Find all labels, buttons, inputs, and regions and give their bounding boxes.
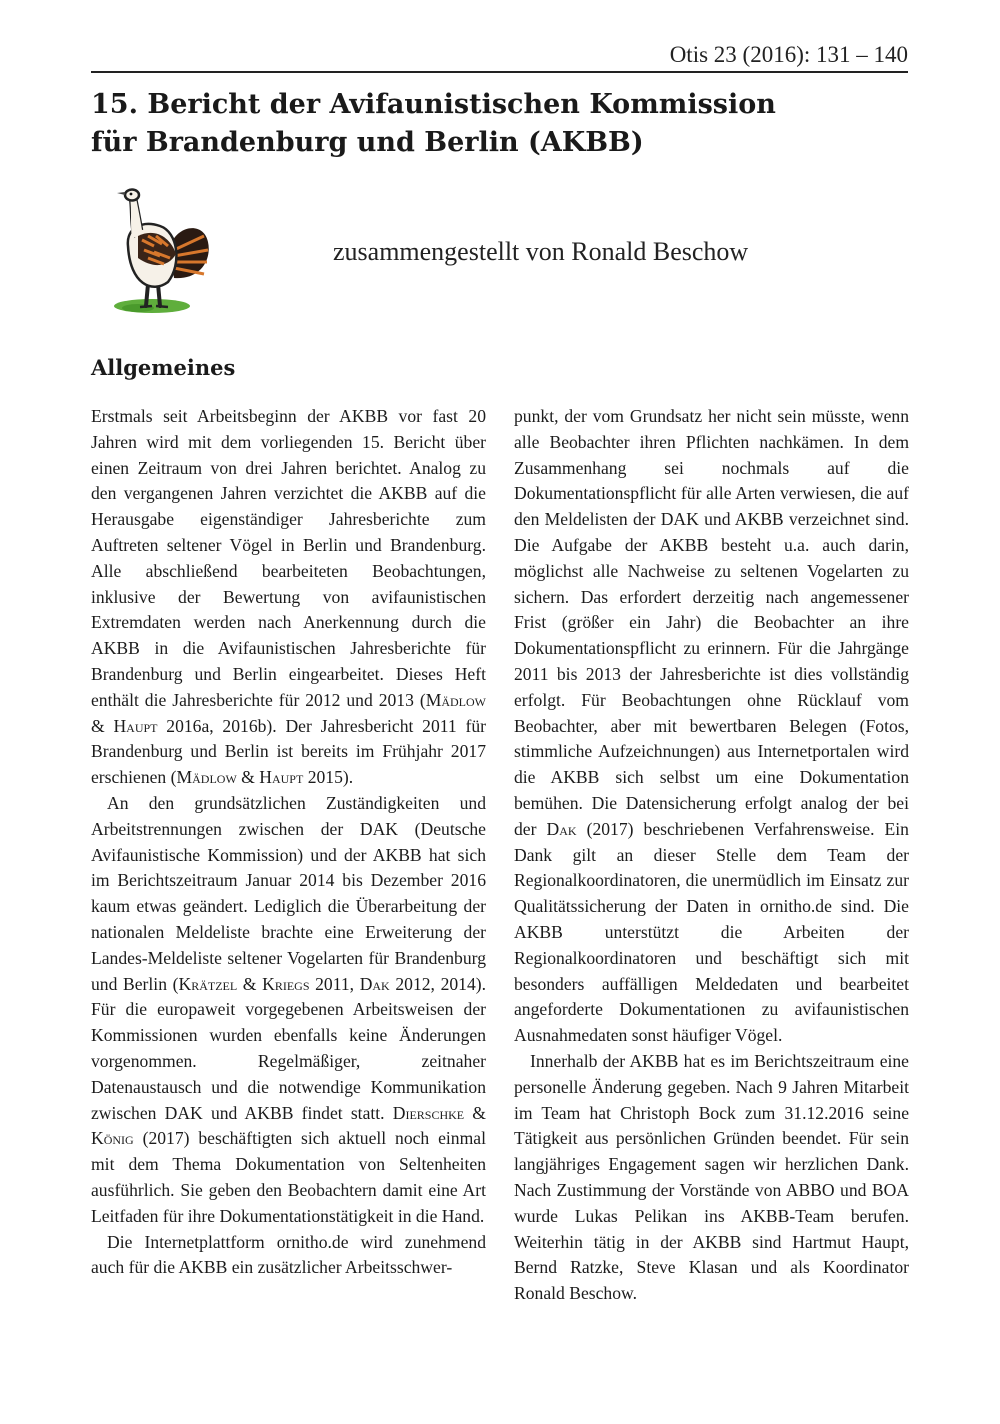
citation-authors: Mädlow & Haupt <box>91 689 486 736</box>
citation-authors: Mädlow & Haupt <box>176 767 304 788</box>
paragraph-3-continued <box>514 404 909 1049</box>
paragraph-2 <box>91 791 486 1230</box>
text-column-left <box>91 404 486 1281</box>
text-column-right <box>514 404 909 1307</box>
paragraph-text: Die Internetplattform ornitho.de wird zunehmend auch für die AKBB ein zusätzlicher Arbeitsschwer- <box>91 1231 486 1278</box>
great-bustard-icon <box>108 184 218 320</box>
paragraph-4: Innerhalb der AKBB hat es im Berichtszeitraum eine personelle Änderung gegeben. Nach 9 Jahren Mitarbeit im Team hat Christoph Bock zum 31.12.2016 seine Tätigkeit aus persönlichen Gründen beendet. Für sein langjähriges Engagement sagen wir herzlichen Dank. Nach Zustimmung der Vorstände von ABBO und BOA wurde Lukas Pelikan ins AKBB-Team berufen. Weiterhin tätig in der AKBB sind Hartmut Haupt, Bernd Ratzke, Steve Klasan und als Koordinator Ronald Beschow. <box>514 1050 909 1304</box>
paragraph-text: 2016a, 2016b). Der Jahresbericht 2011 für Brandenburg und Berlin ist bereits im Frühjahr 2017 erschienen ( <box>91 715 487 788</box>
title-line-1: 15. Bericht der Avifaunistischen Kommission <box>91 89 776 120</box>
paragraph-text: 2012, 2014). Für die europaweit vorgegebenen Arbeitsweisen der Kommissionen wurden ebenfalls keine Änderungen vorgenommen. Regelmäßiger, zeitnaher Datenaustausch und die notwendige Kommunikation zwischen DAK und AKBB findet statt. <box>91 973 487 1123</box>
paragraph-text: punkt, der vom Grundsatz her nicht sein müsste, wenn alle Beobachter ihren Pflichten nachkämen. In dem Zusammenhang sei nochmals auf die Dokumentationspflicht für alle Arten verwiesen, die auf den Meldelisten der DAK und AKBB verzeichnet sind. Die Aufgabe der AKBB besteht u.a. auch darin, möglichst alle Nachweise zu seltenen Vogelarten zu sichern. Das erfordert derzeitig nach angemessener Frist (größer ein Jahr) die Beobachter an ihre Dokumentationspflicht zu erinnern. Für die Jahrgänge 2011 bis 2013 der Jahresberichte ist dies vollständig erfolgt. Für Beobachtungen ohne Rücklauf vom Beobachter, aber mit bewertbaren Belegen (Fotos, stimmliche Aufzeichnungen) aus Internetportalen wird die AKBB sich selbst um eine Dokumentation bemühen. Die Datensicherung erfolgt analog der bei der <box>514 406 909 839</box>
citation-authors: Dierschke & König <box>91 1102 486 1149</box>
section-heading: Allgemeines <box>91 355 236 380</box>
paragraph-3-start <box>91 1230 486 1282</box>
paragraph-text: (2017) beschriebenen Verfahrensweise. Ein Dank gilt an dieser Stelle dem Team der Regionalkoordinatoren, die unermüdlich im Einsatz zur Qualitätssicherung der Daten in ornitho.de sind. Die AKBB unterstützt die Arbeiten der Regionalkoordinatoren und beschäftigt sich mit besonders auffälligen Meldedaten und bearbeitet angeforderte Dokumentationen zu avifaunistischen Ausnahmedaten sonst häufiger Vögel. <box>514 818 909 1046</box>
paragraph-1 <box>91 404 486 791</box>
citation-authors: Dak <box>359 973 390 994</box>
header-rule <box>91 71 908 73</box>
citation-authors: Krätzel & Kriegs <box>178 973 310 994</box>
paragraph-text: Erstmals seit Arbeitsbeginn der AKBB vor fast 20 Jahren wird mit dem vorliegenden 15. Bericht über einen Zeitraum von drei Jahren berichtet. Analog zu den vergangenen Jahren verzichtet die AKBB auf die Herausgabe eigenständiger Jahresberichte zum Auftreten seltener Vögel in Berlin und Brandenburg. Alle abschließend bearbeiteten Beobachtungen, inklusive der Bewertung von avifaunistischen Extremdaten werden nach Anerkennung durch die AKBB in die Avifaunistischen Jahresberichte für Brandenburg und Berlin eingearbeitet. Dieses Heft enthält die Jahresberichte für 2012 und 2013 ( <box>91 406 486 710</box>
title-line-2: für Brandenburg und Berlin (AKBB) <box>91 127 644 158</box>
paragraph-text: An den grundsätzlichen Zuständigkeiten und Arbeitstrennungen zwischen der DAK (Deutsche Avifaunistische Kommission) und der AKBB hat sich im Berichtszeitraum Januar 2014 bis Dezember 2016 kaum etwas geändert. Lediglich die Überarbeitung der nationalen Meldeliste brachte eine Erweiterung der Landes-Meldeliste seltener Vogelarten für Brandenburg und Berlin ( <box>91 792 486 994</box>
paragraph-text: (2017) beschäftigten sich aktuell noch einmal mit dem Thema Dokumentation von Seltenheiten ausführlich. Sie geben den Beobachtern damit eine Art Leitfaden für ihre Dokumentationstätigkeit in die Hand. <box>91 1128 486 1226</box>
byline: zusammengestellt von Ronald Beschow <box>333 237 749 266</box>
citation-authors: Dak <box>546 818 577 839</box>
article-title <box>91 86 851 162</box>
paragraph-text: 2015). <box>303 767 354 788</box>
running-head: Otis 23 (2016): 131 – 140 <box>669 42 908 67</box>
paragraph-text: 2011, <box>309 973 360 994</box>
